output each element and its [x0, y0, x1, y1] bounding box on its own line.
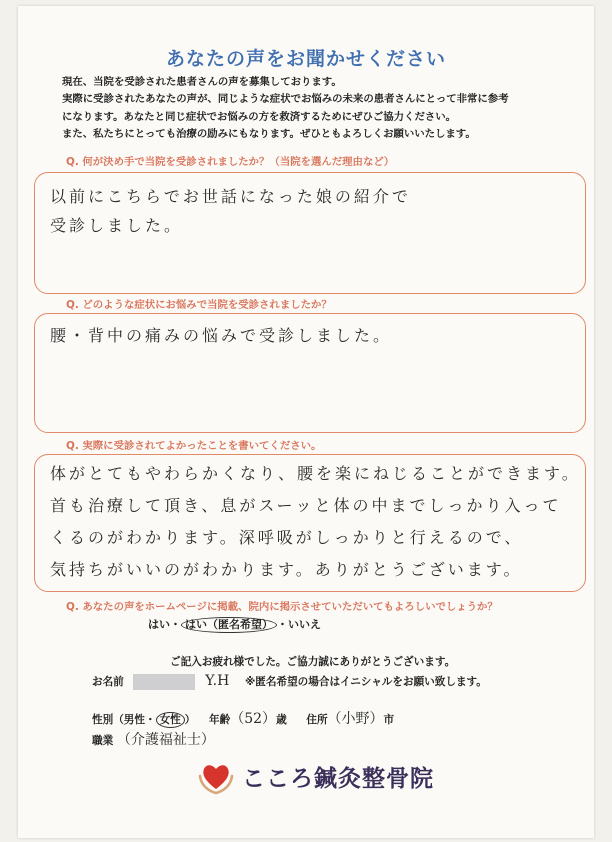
consent-yes: はい: [148, 618, 170, 631]
address-value: （小野）: [327, 711, 384, 727]
answer-1-line-1: 以前にこちらでお世話になった娘の紹介で: [50, 187, 411, 206]
separator: ・: [277, 618, 288, 631]
question-3: Q. 実際に受診されてよかったことを書いてください。: [66, 440, 322, 452]
consent-yes-anonymous-note: （匿名希望）: [207, 618, 273, 631]
answer-3-line-4: 気持ちがいいのがわかります。ありがとうございます。: [50, 560, 523, 579]
detail-row: [92, 708, 394, 728]
intro-line: また、私たちにとっても治療の励みにもなります。ぜひともよろしくお願いいたします。: [62, 127, 476, 140]
name-initials: Y.H: [205, 673, 230, 689]
consent-options: [148, 616, 321, 633]
intro-line: 実際に受診されたあなたの声が、同じような症状でお悩みの未来の患者さんにとって非常に参考: [62, 93, 509, 106]
intro-line: 現在、当院を受診された患者さんの声を募集しております。: [62, 76, 342, 88]
consent-yes-anonymous-label: はい: [185, 618, 207, 631]
question-4: Q. あなたの声をホームページに掲載、院内に掲示させていただいてもよろしいでしょうか？: [66, 601, 498, 613]
address-unit: 市: [383, 714, 395, 726]
consent-no: いいえ: [288, 618, 321, 631]
job-row: [92, 729, 215, 749]
age-label: 年齢: [209, 714, 231, 726]
gender-male: 男性: [123, 714, 145, 726]
answer-2-line-1: 腰・背中の痛みの悩みで受診しました。: [50, 326, 393, 345]
page-title: あなたの声をお聞かせください: [165, 48, 446, 70]
separator: ・: [170, 618, 181, 631]
name-row: [92, 673, 487, 690]
heart-hands-icon: [196, 756, 236, 796]
age-value: （52）: [230, 711, 277, 727]
name-note: ※匿名希望の場合はイニシャルをお願い致します。: [245, 676, 487, 688]
name-label: お名前: [92, 676, 124, 688]
answer-1-line-2: 受診しました。: [50, 216, 184, 235]
answer-3-line-1: 体がとてもやわらかくなり、腰を楽にねじることができます。: [50, 464, 581, 483]
answer-3-line-2: 首も治療して頂き、息がスーッと体の中までしっかり入って: [50, 496, 562, 515]
intro-line: になります。あなたと同じ症状でお悩みの方を救済するためにぜひご協力ください。: [62, 110, 457, 123]
thanks-message: ご記入お疲れ様でした。ご協力誠にありがとうございます。: [170, 656, 456, 668]
job-label: 職業: [92, 735, 114, 747]
question-2: Q. どのような症状にお悩みで当院を受診されましたか？: [66, 299, 332, 311]
redacted-name: [133, 674, 195, 690]
consent-yes-anonymous: [181, 617, 277, 633]
age-unit: 歳: [276, 714, 287, 726]
job-value: （介護福祉士）: [116, 732, 215, 748]
answer-3-line-3: くるのがわかります。深呼吸がしっかりと行えるので、: [50, 528, 524, 547]
paren-close: ）: [184, 714, 196, 726]
clinic-logo: [196, 756, 434, 796]
paren-open: （: [113, 714, 124, 726]
address-label: 住所: [306, 714, 328, 726]
clinic-name: こころ鍼灸整骨院: [242, 765, 434, 792]
gender-female: 女性: [156, 712, 185, 728]
separator: ・: [144, 714, 156, 726]
question-1: Q. 何が決め手で当院を受診されましたか？（当院を選んだ理由など）: [66, 156, 395, 168]
intro-text: [62, 74, 572, 143]
gender-label: 性別: [92, 714, 114, 726]
